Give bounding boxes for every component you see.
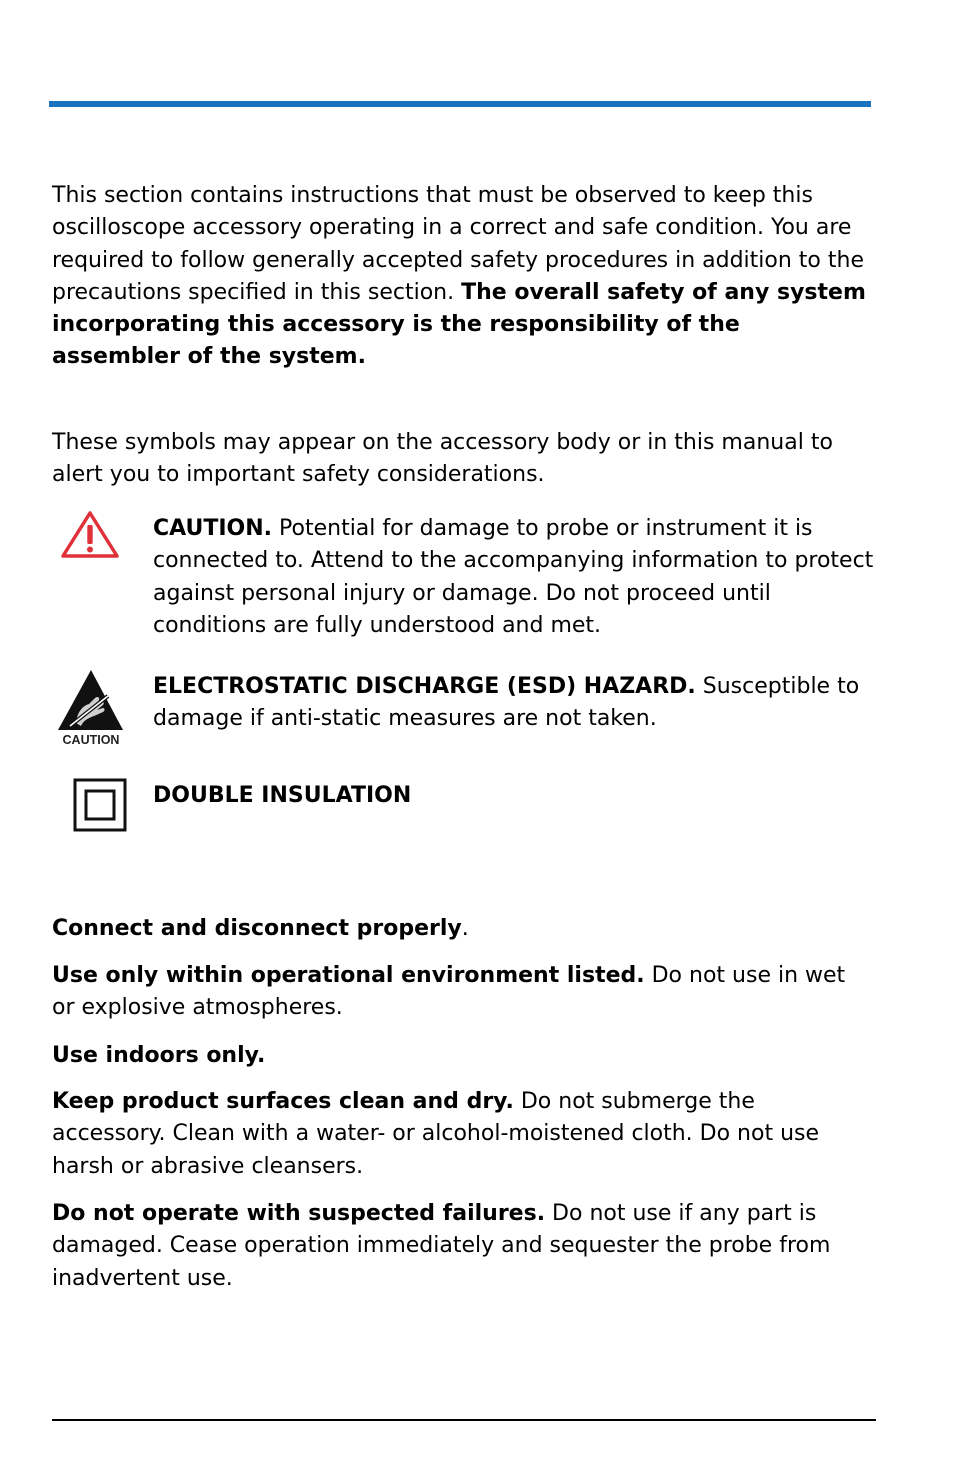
caution-description: [153, 513, 878, 642]
precaution-bold: Use only within operational environment listed.: [52, 963, 645, 988]
double-insulation-icon: [73, 778, 129, 834]
precaution-text: Do not submerge the accessory. Clean with a water- or alcohol-moistened cloth. Do not use harsh or abrasive cleansers.: [52, 1089, 820, 1179]
double-insulation-description: [153, 780, 878, 812]
intro-paragraph: [52, 180, 872, 374]
precaution-item: [52, 1086, 872, 1183]
precaution-item: [52, 1040, 265, 1072]
precaution-bold: Keep product surfaces clean and dry.: [52, 1089, 514, 1114]
esd-label: ELECTROSTATIC DISCHARGE (ESD) HAZARD.: [153, 674, 696, 699]
intro-bold-text: The overall safety of any system incorporating this accessory is the responsibility of the assembler of the system.: [52, 279, 866, 370]
symbols-intro-paragraph: These symbols may appear on the accessory body or in this manual to alert you to important safety considerations.: [52, 430, 833, 488]
precaution-text: Do not use if any part is damaged. Cease operation immediately and sequester the probe from inadvertent use.: [52, 1201, 831, 1291]
caution-text: Potential for damage to probe or instrument it is connected to. Attend to the accompanying information to protect against personal injury or damage. Do not proceed until conditions are fully understood and met.: [153, 516, 874, 638]
precaution-text: Do not use in wet or explosive atmospheres.: [52, 963, 846, 1021]
footer-rule: [52, 1419, 876, 1421]
esd-hazard-icon: [52, 668, 128, 748]
precaution-bold: Do not operate with suspected failures.: [52, 1201, 546, 1226]
precaution-text: .: [461, 916, 469, 941]
precaution-bold: Use indoors only.: [52, 1043, 266, 1068]
esd-text: Susceptible to damage if anti-static measures are not taken.: [153, 674, 860, 732]
intro-text: This section contains instructions that must be observed to keep this oscilloscope accessory operating in a correct and safe condition. You are required to follow generally accepted safety procedures in addition to the precautions specified in this section.: [52, 183, 864, 305]
header-rule: [49, 101, 871, 107]
esd-caution-caption: CAUTION: [62, 733, 120, 747]
precaution-item: [52, 913, 469, 945]
warning-triangle-icon: [60, 510, 120, 560]
precaution-item: [52, 960, 872, 1025]
caution-label: CAUTION.: [153, 516, 273, 541]
precaution-item: [52, 1198, 872, 1295]
esd-description: [153, 671, 878, 736]
precaution-bold: Connect and disconnect properly: [52, 916, 462, 941]
double-insulation-label: DOUBLE INSULATION: [153, 783, 412, 808]
